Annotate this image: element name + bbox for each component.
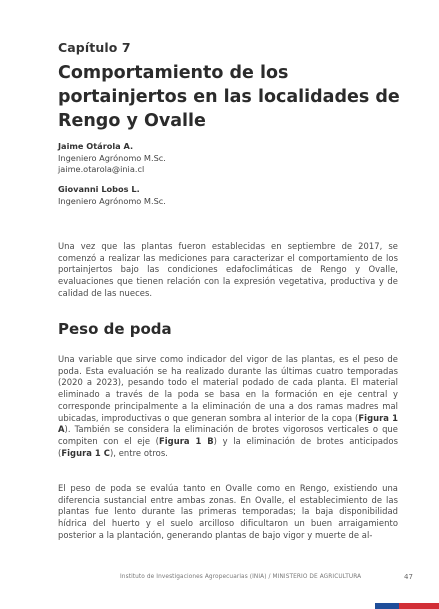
paragraph-text: ) y la eliminación de brotes anticipados (: [58, 435, 398, 458]
author-role: Ingeniero Agrónomo M.Sc.: [58, 195, 166, 206]
figure-reference: Figura 1 A: [58, 412, 398, 435]
author-name: Jaime Otárola A.: [58, 141, 134, 151]
author-block: [58, 184, 166, 207]
flag-bar: [375, 603, 439, 609]
paragraph-text: ). También se considera la eliminación de brotes vigorosos verticales o que compiten con el eje (: [58, 424, 398, 446]
paragraph-text: ), entre otros.: [109, 447, 168, 458]
figure-reference: Figura 1 C: [61, 447, 110, 458]
flag-red-segment: [399, 603, 439, 609]
figure-reference: Figura 1 B: [158, 435, 214, 446]
intro-paragraph: Una vez que las plantas fueron establecidas en septiembre de 2017, se comenzó a realizar las mediciones para caracterizar el comportamiento de los portainjertos bajo las condiciones edafoclimáticas de Rengo y Ovalle, evaluaciones que tienen relación con la expresión vegetativa, productiva y de calidad de las nueces.: [58, 241, 398, 298]
footer-institution: Instituto de Investigaciones Agropecuarias (INIA) / MINISTERIO DE AGRICULTURA: [120, 574, 362, 580]
paragraph-text: Una variable que sirve como indicador del vigor de las plantas, es el peso de poda. Esta evaluación se ha realizado durante las últimas cuatro temporadas (2020 a 2023), pesando todo el material podado de cada planta. El material eliminado a través de la poda se basa en la formación en eje central y corresponde principalmente a la eliminación de una a dos ramas madres mal ubicadas, improductivas o que generan sombra al interior de la copa (: [58, 354, 398, 423]
page-number: 47: [404, 573, 413, 581]
section-heading: Peso de poda: [58, 320, 172, 338]
flag-blue-segment: [375, 603, 399, 609]
author-block: [58, 141, 166, 176]
body-paragraph: El peso de poda se evalúa tanto en Ovalle como en Rengo, existiendo una diferencia sustancial entre ambas zonas. En Ovalle, el establecimiento de las plantas fue lento durante las primeras temporadas; la baja disponibilidad hídrica del huerto y el suelo arcilloso dificultaron un buen arraigamiento posterior a la plantación, generando plantas de bajo vigor y muerte de al-: [58, 483, 398, 540]
chapter-label: Capítulo 7: [58, 40, 131, 55]
author-role: Ingeniero Agrónomo M.Sc.: [58, 152, 166, 163]
chapter-title: Comportamiento de los portainjertos en las localidades de Rengo y Ovalle: [58, 63, 400, 131]
author-name: Giovanni Lobos L.: [58, 184, 140, 194]
body-paragraph: [58, 354, 398, 459]
author-email: jaime.otarola@inia.cl: [58, 164, 145, 174]
